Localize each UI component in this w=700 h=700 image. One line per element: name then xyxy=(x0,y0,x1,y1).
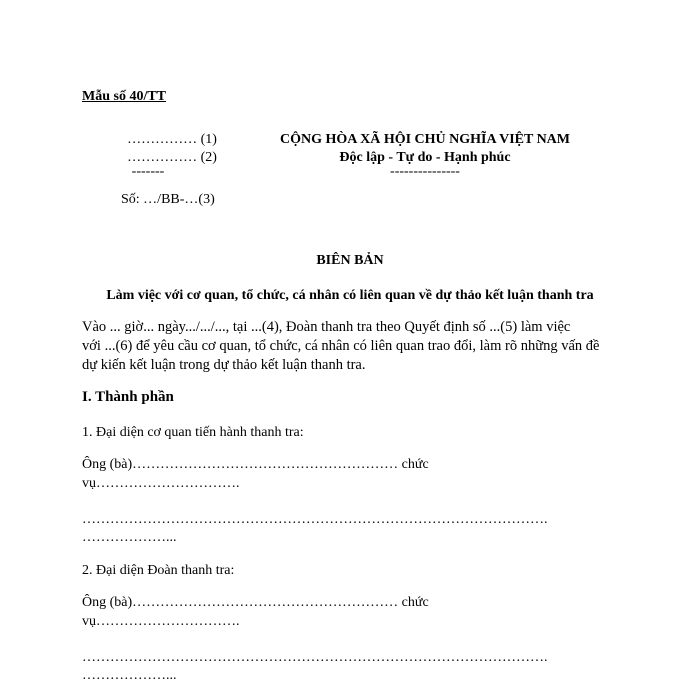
dotted-line[interactable]: ………………... xyxy=(82,530,177,545)
person-field[interactable]: Ông (bà)………………………………………………… chức xyxy=(82,457,429,472)
national-motto: Độc lập - Tự do - Hạnh phúc xyxy=(339,150,511,165)
dotted-line[interactable]: ………………... xyxy=(82,668,177,683)
position-field[interactable]: vụ…………………………. xyxy=(82,476,240,491)
dotted-line[interactable]: ………………………………………………………………………………………. xyxy=(82,650,548,665)
section-heading-composition: I. Thành phần xyxy=(82,389,174,405)
document-number: Số: …/BB-…(3) xyxy=(121,192,215,207)
intro-line: dự kiến kết luận trong dự thảo kết luận thanh tra. xyxy=(82,357,366,373)
form-number: Mẫu số 40/TT xyxy=(82,89,167,104)
group-heading: 2. Đại diện Đoàn thanh tra: xyxy=(82,563,235,578)
left-divider: ------- xyxy=(131,164,165,179)
document-subtitle: Làm việc với cơ quan, tổ chức, cá nhân có liên quan về dự thảo kết luận thanh tra xyxy=(106,288,594,303)
position-field[interactable]: vụ…………………………. xyxy=(82,614,240,629)
group-heading: 1. Đại diện cơ quan tiến hành thanh tra: xyxy=(82,425,304,440)
document-title: BIÊN BẢN xyxy=(316,253,384,268)
agency-line-2: …………… (2) xyxy=(127,150,217,165)
agency-line-1: …………… (1) xyxy=(127,132,217,147)
intro-line: Vào ... giờ... ngày.../.../..., tại ...(4), Đoàn thanh tra theo Quyết định số ...(5) làm việc xyxy=(82,319,571,335)
intro-paragraph xyxy=(82,318,622,375)
right-divider: --------------- xyxy=(390,164,460,179)
country-name: CỘNG HÒA XÃ HỘI CHỦ NGHĨA VIỆT NAM xyxy=(279,132,570,147)
intro-line: với ...(6) để yêu cầu cơ quan, tổ chức, cá nhân có liên quan trao đổi, làm rõ những vấn đề xyxy=(82,338,600,354)
person-field[interactable]: Ông (bà)………………………………………………… chức xyxy=(82,595,429,610)
dotted-line[interactable]: ………………………………………………………………………………………. xyxy=(82,512,548,527)
